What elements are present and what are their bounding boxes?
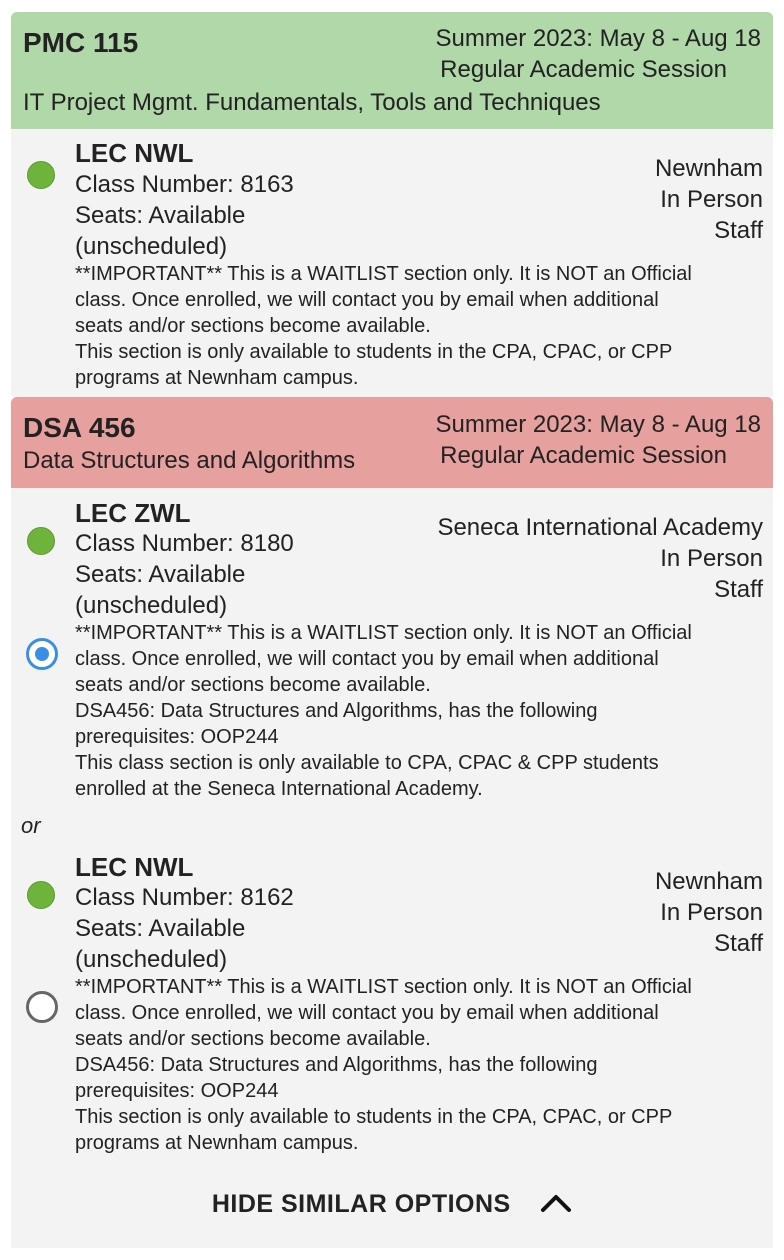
session-name: Regular Academic Session (440, 442, 727, 469)
section-radio-8162[interactable] (26, 991, 58, 1023)
term-dates: Summer 2023: May 8 - Aug 18 (435, 25, 761, 52)
location-info (437, 512, 763, 605)
class-number: Class Number: 8180 (75, 530, 294, 557)
schedule: (unscheduled) (75, 946, 228, 973)
campus: Seneca International Academy (437, 514, 763, 541)
delivery-mode: In Person (660, 899, 763, 926)
instructor: Staff (714, 930, 763, 957)
section-type: LEC NWL (75, 852, 194, 882)
note-line: seats and/or sections become available. (75, 1028, 431, 1050)
note-line: This section is only available to students in the CPA, CPAC, or CPP (75, 1106, 673, 1128)
note-line: **IMPORTANT** This is a WAITLIST section only. It is NOT an Official (75, 976, 692, 998)
course-title: IT Project Mgmt. Fundamentals, Tools and Techniques (23, 89, 601, 116)
note-line: This section is only available to students in the CPA, CPAC, or CPP (75, 341, 673, 363)
course-header (11, 12, 773, 129)
hide-similar-options-label: HIDE SIMILAR OPTIONS (211, 1190, 511, 1218)
note-line: **IMPORTANT** This is a WAITLIST section only. It is NOT an Official (75, 622, 692, 644)
section-row (11, 129, 773, 397)
hide-similar-options-button[interactable] (11, 1190, 773, 1220)
note-line: **IMPORTANT** This is a WAITLIST section only. It is NOT an Official (75, 263, 692, 285)
course-term (436, 409, 762, 471)
section-radio-8180[interactable] (26, 638, 58, 670)
note-line: programs at Newnham campus. (75, 1132, 359, 1154)
class-number: Class Number: 8163 (75, 171, 294, 198)
status-available-icon (27, 161, 55, 189)
note-line: seats and/or sections become available. (75, 315, 431, 337)
note-line: programs at Newnham campus. (75, 367, 359, 389)
course-code: PMC 115 (23, 27, 139, 58)
course-header (11, 397, 773, 488)
section-type: LEC ZWL (75, 498, 191, 528)
course-sections (11, 488, 773, 1248)
section-type: LEC NWL (75, 138, 194, 168)
note-line: enrolled at the Seneca International Academy. (75, 778, 483, 800)
class-number: Class Number: 8162 (75, 884, 294, 911)
section-notes (75, 620, 692, 802)
course-dsa456 (11, 397, 773, 488)
note-line: DSA456: Data Structures and Algorithms, has the following (75, 700, 598, 722)
course-term (436, 23, 762, 85)
delivery-mode: In Person (660, 186, 763, 213)
location-info (655, 866, 763, 959)
course-title: Data Structures and Algorithms (23, 447, 356, 474)
term-dates: Summer 2023: May 8 - Aug 18 (435, 411, 761, 438)
seats-status: Seats: Available (75, 915, 246, 942)
course-pmc115 (11, 12, 773, 129)
note-line: This class section is only available to CPA, CPAC & CPP students (75, 752, 659, 774)
instructor: Staff (714, 217, 763, 244)
seats-status: Seats: Available (75, 561, 246, 588)
status-available-icon (27, 881, 55, 909)
note-line: seats and/or sections become available. (75, 674, 431, 696)
instructor: Staff (714, 576, 763, 603)
note-line: DSA456: Data Structures and Algorithms, has the following (75, 1054, 598, 1076)
note-line: class. Once enrolled, we will contact you by email when additional (75, 289, 659, 311)
delivery-mode: In Person (660, 545, 763, 572)
note-line: prerequisites: OOP244 (75, 1080, 279, 1102)
or-separator: or (21, 813, 41, 838)
schedule: (unscheduled) (75, 233, 228, 260)
campus: Newnham (654, 155, 763, 182)
note-line: class. Once enrolled, we will contact you by email when additional (75, 1002, 659, 1024)
section-notes (75, 261, 692, 391)
campus: Newnham (654, 868, 763, 895)
chevron-up-icon (540, 1191, 572, 1220)
location-info (655, 153, 763, 246)
section-notes (75, 974, 692, 1156)
session-name: Regular Academic Session (440, 56, 727, 83)
note-line: prerequisites: OOP244 (75, 726, 279, 748)
seats-status: Seats: Available (75, 202, 246, 229)
course-code: DSA 456 (23, 412, 136, 443)
note-line: class. Once enrolled, we will contact you by email when additional (75, 648, 659, 670)
schedule: (unscheduled) (75, 592, 228, 619)
status-available-icon (27, 527, 55, 555)
